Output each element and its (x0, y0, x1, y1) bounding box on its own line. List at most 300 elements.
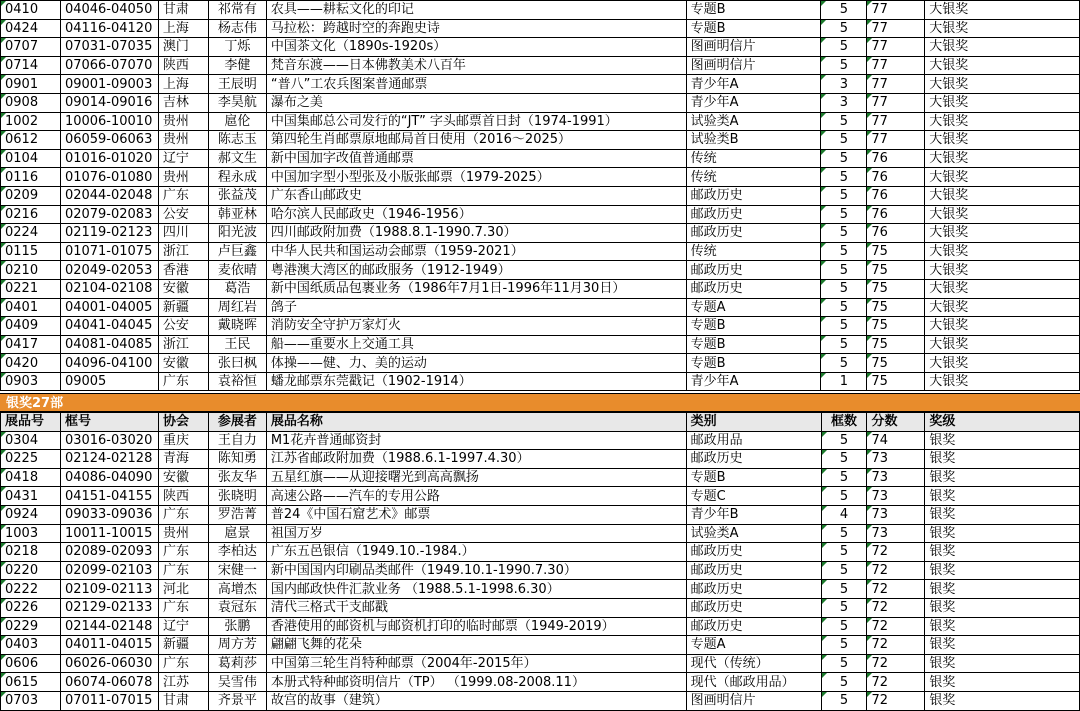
cell-score[interactable]: 72 (867, 543, 925, 562)
cell-frame-no[interactable]: 02109-02113 (60, 580, 158, 599)
cell-exhibit-title[interactable]: 中国加字型小型张及小版张邮票（1979-2025） (266, 168, 686, 187)
cell-score[interactable]: 77 (867, 112, 925, 131)
cell-frame-count[interactable]: 5 (821, 317, 867, 336)
cell-category[interactable]: 青少年B (686, 505, 821, 524)
cell-category[interactable]: 青少年A (686, 93, 821, 112)
cell-exhibitor[interactable]: 张曰枫 (208, 354, 266, 373)
cell-frame-no[interactable]: 02119-02123 (60, 224, 158, 243)
cell-exhibitor[interactable]: 麦依晴 (208, 261, 266, 280)
cell-association[interactable]: 贵州 (158, 112, 208, 131)
cell-exhibit-no[interactable]: 0410 (1, 1, 61, 20)
cell-association[interactable]: 广东 (158, 186, 208, 205)
cell-award[interactable]: 银奖 (925, 598, 1080, 617)
cell-association[interactable]: 青海 (158, 450, 208, 469)
cell-score[interactable]: 77 (867, 93, 925, 112)
cell-exhibitor[interactable]: 阳光波 (208, 224, 266, 243)
header-frame-no[interactable]: 框号 (60, 413, 158, 432)
cell-exhibit-title[interactable]: 新中国纸质品包裹业务（1986年7月1日-1996年11月30日） (266, 279, 686, 298)
cell-exhibit-title[interactable]: 船——重要水上交通工具 (266, 335, 686, 354)
cell-exhibit-no[interactable]: 0115 (1, 242, 61, 261)
cell-association[interactable]: 浙江 (158, 335, 208, 354)
cell-exhibit-no[interactable]: 0606 (1, 654, 61, 673)
cell-category[interactable]: 专题A (686, 636, 821, 655)
cell-exhibit-title[interactable]: 瀑布之美 (266, 93, 686, 112)
cell-exhibitor[interactable]: 丁烁 (208, 38, 266, 57)
cell-exhibitor[interactable]: 葛莉莎 (208, 654, 266, 673)
cell-award[interactable]: 大银奖 (925, 75, 1080, 94)
cell-score[interactable]: 75 (867, 372, 925, 391)
cell-exhibit-no[interactable]: 0401 (1, 298, 61, 317)
cell-score[interactable]: 73 (867, 450, 925, 469)
cell-frame-count[interactable]: 5 (821, 617, 867, 636)
cell-category[interactable]: 现代（传统） (686, 654, 821, 673)
cell-award[interactable]: 大银奖 (925, 186, 1080, 205)
cell-score[interactable]: 75 (867, 298, 925, 317)
cell-frame-count[interactable]: 5 (821, 468, 867, 487)
cell-association[interactable]: 吉林 (158, 93, 208, 112)
cell-award[interactable]: 银奖 (925, 487, 1080, 506)
cell-category[interactable]: 专题A (686, 298, 821, 317)
cell-score[interactable]: 72 (867, 654, 925, 673)
cell-association[interactable]: 甘肃 (158, 691, 208, 710)
cell-exhibit-no[interactable]: 0418 (1, 468, 61, 487)
cell-frame-count[interactable]: 5 (821, 168, 867, 187)
cell-association[interactable]: 江苏 (158, 673, 208, 692)
cell-frame-count[interactable]: 5 (821, 673, 867, 692)
cell-frame-count[interactable]: 5 (821, 691, 867, 710)
cell-score[interactable]: 72 (867, 617, 925, 636)
cell-award[interactable]: 银奖 (925, 524, 1080, 543)
cell-category[interactable]: 专题B (686, 19, 821, 38)
cell-category[interactable]: 邮政历史 (686, 450, 821, 469)
cell-frame-no[interactable]: 04001-04005 (60, 298, 158, 317)
cell-association[interactable]: 辽宁 (158, 617, 208, 636)
header-exhibit-title[interactable]: 展品名称 (266, 413, 686, 432)
cell-exhibit-no[interactable]: 0707 (1, 38, 61, 57)
cell-exhibitor[interactable]: 张益茂 (208, 186, 266, 205)
cell-exhibitor[interactable]: 李健 (208, 56, 266, 75)
cell-award[interactable]: 银奖 (925, 636, 1080, 655)
cell-award[interactable]: 大银奖 (925, 224, 1080, 243)
cell-frame-no[interactable]: 02079-02083 (60, 205, 158, 224)
cell-exhibit-title[interactable]: 第四轮生肖邮票原地邮局首日使用（2016～2025） (266, 131, 686, 150)
cell-score[interactable]: 77 (867, 131, 925, 150)
cell-exhibit-no[interactable]: 0116 (1, 168, 61, 187)
cell-score[interactable]: 72 (867, 673, 925, 692)
cell-association[interactable]: 广东 (158, 505, 208, 524)
cell-category[interactable]: 青少年A (686, 75, 821, 94)
cell-exhibit-no[interactable]: 0924 (1, 505, 61, 524)
cell-award[interactable]: 银奖 (925, 431, 1080, 450)
cell-exhibit-no[interactable]: 1002 (1, 112, 61, 131)
cell-exhibit-title[interactable]: 哈尔滨人民邮政史（1946-1956） (266, 205, 686, 224)
cell-frame-count[interactable]: 5 (821, 149, 867, 168)
cell-frame-count[interactable]: 5 (821, 543, 867, 562)
cell-exhibit-no[interactable]: 0703 (1, 691, 61, 710)
cell-exhibitor[interactable]: 张晓明 (208, 487, 266, 506)
cell-frame-count[interactable]: 5 (821, 205, 867, 224)
cell-award[interactable]: 银奖 (925, 654, 1080, 673)
cell-exhibitor[interactable]: 扈伦 (208, 112, 266, 131)
cell-exhibit-title[interactable]: 中国第三轮生肖特种邮票（2004年-2015年） (266, 654, 686, 673)
cell-exhibit-no[interactable]: 0424 (1, 19, 61, 38)
cell-exhibit-no[interactable]: 0908 (1, 93, 61, 112)
cell-exhibit-title[interactable]: 清代三格式干支邮戳 (266, 598, 686, 617)
cell-association[interactable]: 广东 (158, 543, 208, 562)
cell-award[interactable]: 大银奖 (925, 335, 1080, 354)
cell-association[interactable]: 澳门 (158, 38, 208, 57)
cell-frame-no[interactable]: 10011-10015 (60, 524, 158, 543)
cell-frame-count[interactable]: 5 (821, 450, 867, 469)
cell-frame-no[interactable]: 02089-02093 (60, 543, 158, 562)
cell-frame-no[interactable]: 09033-09036 (60, 505, 158, 524)
cell-award[interactable]: 大银奖 (925, 317, 1080, 336)
cell-exhibitor[interactable]: 张鹏 (208, 617, 266, 636)
cell-frame-count[interactable]: 1 (821, 372, 867, 391)
cell-association[interactable]: 贵州 (158, 131, 208, 150)
cell-frame-count[interactable]: 5 (821, 261, 867, 280)
cell-frame-count[interactable]: 5 (821, 19, 867, 38)
cell-exhibit-title[interactable]: 广东五邑银信（1949.10.-1984.） (266, 543, 686, 562)
cell-exhibitor[interactable]: 韩亚林 (208, 205, 266, 224)
cell-frame-no[interactable]: 04096-04100 (60, 354, 158, 373)
cell-frame-count[interactable]: 5 (821, 298, 867, 317)
cell-exhibitor[interactable]: 李昊航 (208, 93, 266, 112)
cell-category[interactable]: 现代（邮政用品） (686, 673, 821, 692)
cell-association[interactable]: 甘肃 (158, 1, 208, 20)
cell-category[interactable]: 邮政历史 (686, 205, 821, 224)
cell-frame-count[interactable]: 5 (821, 242, 867, 261)
cell-exhibit-title[interactable]: 国内邮政快件汇款业务 （1988.5.1-1998.6.30） (266, 580, 686, 599)
cell-association[interactable]: 贵州 (158, 168, 208, 187)
cell-category[interactable]: 邮政历史 (686, 543, 821, 562)
cell-frame-no[interactable]: 04046-04050 (60, 1, 158, 20)
cell-exhibit-title[interactable]: 翩翩飞舞的花朵 (266, 636, 686, 655)
cell-score[interactable]: 72 (867, 598, 925, 617)
cell-award[interactable]: 大银奖 (925, 279, 1080, 298)
cell-score[interactable]: 74 (867, 431, 925, 450)
cell-score[interactable]: 77 (867, 19, 925, 38)
cell-frame-no[interactable]: 07031-07035 (60, 38, 158, 57)
cell-frame-no[interactable]: 01071-01075 (60, 242, 158, 261)
cell-association[interactable]: 公安 (158, 205, 208, 224)
cell-category[interactable]: 邮政历史 (686, 224, 821, 243)
cell-frame-no[interactable]: 02044-02048 (60, 186, 158, 205)
cell-frame-no[interactable]: 04116-04120 (60, 19, 158, 38)
cell-frame-count[interactable]: 5 (821, 636, 867, 655)
cell-association[interactable]: 新疆 (158, 298, 208, 317)
cell-frame-no[interactable]: 02104-02108 (60, 279, 158, 298)
cell-award[interactable]: 大银奖 (925, 19, 1080, 38)
cell-exhibit-title[interactable]: 四川邮政附加费（1988.8.1-1990.7.30） (266, 224, 686, 243)
cell-score[interactable]: 73 (867, 505, 925, 524)
cell-frame-count[interactable]: 5 (821, 524, 867, 543)
cell-category[interactable]: 传统 (686, 149, 821, 168)
cell-exhibitor[interactable]: 周方芳 (208, 636, 266, 655)
cell-exhibit-title[interactable]: M1花卉普通邮资封 (266, 431, 686, 450)
cell-category[interactable]: 邮政历史 (686, 617, 821, 636)
cell-frame-no[interactable]: 02144-02148 (60, 617, 158, 636)
cell-exhibit-no[interactable]: 0225 (1, 450, 61, 469)
cell-exhibitor[interactable]: 王辰明 (208, 75, 266, 94)
cell-frame-count[interactable]: 5 (821, 598, 867, 617)
cell-category[interactable]: 试验类A (686, 112, 821, 131)
cell-award[interactable]: 大银奖 (925, 205, 1080, 224)
cell-exhibitor[interactable]: 杨志伟 (208, 19, 266, 38)
cell-exhibitor[interactable]: 祁常有 (208, 1, 266, 20)
cell-frame-count[interactable]: 5 (821, 131, 867, 150)
cell-association[interactable]: 安徽 (158, 468, 208, 487)
cell-frame-count[interactable]: 5 (821, 561, 867, 580)
cell-frame-no[interactable]: 10006-10010 (60, 112, 158, 131)
cell-frame-no[interactable]: 09014-09016 (60, 93, 158, 112)
cell-frame-no[interactable]: 02099-02103 (60, 561, 158, 580)
header-exhibit-no[interactable]: 展品号 (1, 413, 61, 432)
cell-category[interactable]: 试验类A (686, 524, 821, 543)
cell-category[interactable]: 专题B (686, 354, 821, 373)
cell-exhibit-title[interactable]: 梵音东渡——日本佛教美术八百年 (266, 56, 686, 75)
cell-exhibit-title[interactable]: 中国集邮总公司发行的“JT” 字头邮票首日封（1974-1991） (266, 112, 686, 131)
cell-exhibit-title[interactable]: 中华人民共和国运动会邮票（1959-2021） (266, 242, 686, 261)
cell-award[interactable]: 大银奖 (925, 93, 1080, 112)
cell-exhibit-no[interactable]: 0417 (1, 335, 61, 354)
cell-score[interactable]: 75 (867, 279, 925, 298)
cell-exhibit-title[interactable]: 香港使用的邮资机与邮资机打印的临时邮票（1949-2019） (266, 617, 686, 636)
cell-exhibit-title[interactable]: 江苏省邮政附加费（1988.6.1-1997.4.30） (266, 450, 686, 469)
cell-score[interactable]: 75 (867, 317, 925, 336)
cell-exhibit-no[interactable]: 0221 (1, 279, 61, 298)
cell-frame-no[interactable]: 02124-02128 (60, 450, 158, 469)
cell-exhibitor[interactable]: 高增杰 (208, 580, 266, 599)
cell-frame-no[interactable]: 04086-04090 (60, 468, 158, 487)
cell-category[interactable]: 专题B (686, 1, 821, 20)
cell-category[interactable]: 邮政用品 (686, 431, 821, 450)
cell-award[interactable]: 银奖 (925, 543, 1080, 562)
cell-category[interactable]: 邮政历史 (686, 279, 821, 298)
cell-exhibit-no[interactable]: 0210 (1, 261, 61, 280)
cell-frame-count[interactable]: 5 (821, 112, 867, 131)
cell-association[interactable]: 浙江 (158, 242, 208, 261)
cell-exhibit-title[interactable]: 祖国万岁 (266, 524, 686, 543)
cell-exhibitor[interactable]: 王民 (208, 335, 266, 354)
cell-score[interactable]: 77 (867, 75, 925, 94)
cell-exhibit-title[interactable]: 蟠龙邮票东莞戳记（1902-1914） (266, 372, 686, 391)
cell-frame-no[interactable]: 01016-01020 (60, 149, 158, 168)
cell-exhibit-no[interactable]: 0224 (1, 224, 61, 243)
header-frame-count[interactable]: 框数 (821, 413, 867, 432)
cell-frame-no[interactable]: 06059-06063 (60, 131, 158, 150)
cell-frame-no[interactable]: 02129-02133 (60, 598, 158, 617)
cell-exhibit-no[interactable]: 0403 (1, 636, 61, 655)
cell-category[interactable]: 专题B (686, 317, 821, 336)
cell-exhibitor[interactable]: 宋健一 (208, 561, 266, 580)
cell-association[interactable]: 新疆 (158, 636, 208, 655)
cell-score[interactable]: 72 (867, 580, 925, 599)
cell-award[interactable]: 大银奖 (925, 261, 1080, 280)
cell-score[interactable]: 75 (867, 261, 925, 280)
cell-category[interactable]: 专题C (686, 487, 821, 506)
cell-exhibitor[interactable]: 王自力 (208, 431, 266, 450)
cell-category[interactable]: 传统 (686, 242, 821, 261)
cell-award[interactable]: 大银奖 (925, 1, 1080, 20)
cell-frame-no[interactable]: 06026-06030 (60, 654, 158, 673)
cell-category[interactable]: 专题B (686, 335, 821, 354)
cell-score[interactable]: 76 (867, 168, 925, 187)
cell-exhibit-title[interactable]: 消防安全守护万家灯火 (266, 317, 686, 336)
header-score[interactable]: 分数 (867, 413, 925, 432)
cell-frame-no[interactable]: 04011-04015 (60, 636, 158, 655)
cell-exhibit-no[interactable]: 0104 (1, 149, 61, 168)
cell-award[interactable]: 大银奖 (925, 131, 1080, 150)
cell-exhibit-no[interactable]: 0901 (1, 75, 61, 94)
cell-exhibit-no[interactable]: 0420 (1, 354, 61, 373)
cell-category[interactable]: 传统 (686, 168, 821, 187)
cell-association[interactable]: 辽宁 (158, 149, 208, 168)
cell-frame-count[interactable]: 5 (821, 38, 867, 57)
cell-score[interactable]: 76 (867, 205, 925, 224)
cell-frame-count[interactable]: 3 (821, 75, 867, 94)
cell-score[interactable]: 77 (867, 56, 925, 75)
cell-exhibit-title[interactable]: 故宫的故事（建筑） (266, 691, 686, 710)
cell-exhibit-title[interactable]: 新中国加字改值普通邮票 (266, 149, 686, 168)
cell-frame-count[interactable]: 4 (821, 505, 867, 524)
cell-exhibitor[interactable]: 李柏达 (208, 543, 266, 562)
cell-score[interactable]: 72 (867, 691, 925, 710)
cell-exhibit-title[interactable]: 广东香山邮政史 (266, 186, 686, 205)
cell-exhibitor[interactable]: 张友华 (208, 468, 266, 487)
cell-frame-count[interactable]: 5 (821, 580, 867, 599)
cell-category[interactable]: 专题B (686, 468, 821, 487)
cell-association[interactable]: 重庆 (158, 431, 208, 450)
cell-frame-count[interactable]: 5 (821, 56, 867, 75)
cell-award[interactable]: 银奖 (925, 468, 1080, 487)
cell-exhibitor[interactable]: 陈知勇 (208, 450, 266, 469)
cell-frame-count[interactable]: 5 (821, 354, 867, 373)
cell-association[interactable]: 陕西 (158, 487, 208, 506)
cell-association[interactable]: 安徽 (158, 279, 208, 298)
cell-exhibitor[interactable]: 扈景 (208, 524, 266, 543)
cell-exhibit-title[interactable]: 五星红旗——从迎接曙光到高高飘扬 (266, 468, 686, 487)
cell-exhibit-title[interactable]: 体操——健、力、美的运动 (266, 354, 686, 373)
cell-association[interactable]: 河北 (158, 580, 208, 599)
cell-exhibitor[interactable]: 郝文生 (208, 149, 266, 168)
cell-frame-no[interactable]: 04081-04085 (60, 335, 158, 354)
cell-score[interactable]: 75 (867, 242, 925, 261)
cell-award[interactable]: 大银奖 (925, 242, 1080, 261)
cell-award[interactable]: 大银奖 (925, 149, 1080, 168)
cell-award[interactable]: 大银奖 (925, 372, 1080, 391)
cell-association[interactable]: 陕西 (158, 56, 208, 75)
cell-exhibit-title[interactable]: 本册式特种邮资明信片（TP） （1999.08-2008.11） (266, 673, 686, 692)
cell-exhibitor[interactable]: 周红岩 (208, 298, 266, 317)
cell-frame-no[interactable]: 09001-09003 (60, 75, 158, 94)
cell-award[interactable]: 大银奖 (925, 168, 1080, 187)
cell-frame-no[interactable]: 04151-04155 (60, 487, 158, 506)
cell-association[interactable]: 公安 (158, 317, 208, 336)
cell-score[interactable]: 73 (867, 468, 925, 487)
cell-award[interactable]: 银奖 (925, 450, 1080, 469)
cell-exhibitor[interactable]: 陈志玉 (208, 131, 266, 150)
cell-frame-count[interactable]: 5 (821, 186, 867, 205)
cell-score[interactable]: 73 (867, 487, 925, 506)
cell-score[interactable]: 75 (867, 335, 925, 354)
cell-association[interactable]: 贵州 (158, 524, 208, 543)
cell-frame-no[interactable]: 01076-01080 (60, 168, 158, 187)
cell-association[interactable]: 上海 (158, 75, 208, 94)
cell-association[interactable]: 广东 (158, 598, 208, 617)
cell-score[interactable]: 76 (867, 149, 925, 168)
header-exhibitor[interactable]: 参展者 (208, 413, 266, 432)
cell-award[interactable]: 银奖 (925, 580, 1080, 599)
cell-exhibitor[interactable]: 戴晓晖 (208, 317, 266, 336)
cell-exhibit-title[interactable]: 新中国国内印刷品类邮件（1949.10.1-1990.7.30） (266, 561, 686, 580)
cell-exhibitor[interactable]: 罗浩菁 (208, 505, 266, 524)
cell-score[interactable]: 75 (867, 354, 925, 373)
header-category[interactable]: 类别 (686, 413, 821, 432)
cell-frame-count[interactable]: 5 (821, 335, 867, 354)
cell-exhibitor[interactable]: 袁冠东 (208, 598, 266, 617)
cell-award[interactable]: 大银奖 (925, 38, 1080, 57)
cell-exhibit-no[interactable]: 0229 (1, 617, 61, 636)
cell-exhibitor[interactable]: 葛浩 (208, 279, 266, 298)
header-award[interactable]: 奖级 (925, 413, 1080, 432)
cell-exhibit-no[interactable]: 0220 (1, 561, 61, 580)
cell-exhibitor[interactable]: 齐景平 (208, 691, 266, 710)
cell-exhibit-no[interactable]: 0222 (1, 580, 61, 599)
cell-exhibit-no[interactable]: 0304 (1, 431, 61, 450)
header-association[interactable]: 协会 (158, 413, 208, 432)
cell-exhibitor[interactable]: 吴雪伟 (208, 673, 266, 692)
cell-exhibit-no[interactable]: 0226 (1, 598, 61, 617)
cell-frame-no[interactable]: 09005 (60, 372, 158, 391)
cell-exhibitor[interactable]: 卢巨鑫 (208, 242, 266, 261)
cell-category[interactable]: 邮政历史 (686, 598, 821, 617)
cell-category[interactable]: 图画明信片 (686, 56, 821, 75)
cell-category[interactable]: 邮政历史 (686, 561, 821, 580)
cell-category[interactable]: 试验类B (686, 131, 821, 150)
cell-association[interactable]: 广东 (158, 372, 208, 391)
cell-frame-no[interactable]: 02049-02053 (60, 261, 158, 280)
cell-exhibit-title[interactable]: 中国茶文化（1890s-1920s） (266, 38, 686, 57)
cell-exhibitor[interactable]: 袁裕恒 (208, 372, 266, 391)
cell-frame-count[interactable]: 5 (821, 1, 867, 20)
cell-category[interactable]: 图画明信片 (686, 38, 821, 57)
cell-exhibit-no[interactable]: 0409 (1, 317, 61, 336)
cell-frame-no[interactable]: 06074-06078 (60, 673, 158, 692)
cell-frame-no[interactable]: 04041-04045 (60, 317, 158, 336)
cell-award[interactable]: 大银奖 (925, 112, 1080, 131)
cell-award[interactable]: 银奖 (925, 561, 1080, 580)
cell-frame-no[interactable]: 07066-07070 (60, 56, 158, 75)
cell-score[interactable]: 72 (867, 636, 925, 655)
cell-exhibit-title[interactable]: 粤港澳大湾区的邮政服务（1912-1949） (266, 261, 686, 280)
cell-award[interactable]: 银奖 (925, 505, 1080, 524)
cell-award[interactable]: 银奖 (925, 617, 1080, 636)
cell-association[interactable]: 广东 (158, 561, 208, 580)
cell-frame-count[interactable]: 5 (821, 654, 867, 673)
cell-category[interactable]: 图画明信片 (686, 691, 821, 710)
cell-award[interactable]: 大银奖 (925, 298, 1080, 317)
cell-association[interactable]: 四川 (158, 224, 208, 243)
cell-exhibit-no[interactable]: 1003 (1, 524, 61, 543)
cell-score[interactable]: 77 (867, 38, 925, 57)
cell-category[interactable]: 邮政历史 (686, 186, 821, 205)
cell-award[interactable]: 大银奖 (925, 354, 1080, 373)
cell-frame-count[interactable]: 5 (821, 279, 867, 298)
cell-exhibit-title[interactable]: 普24《中国石窟艺术》邮票 (266, 505, 686, 524)
cell-exhibit-no[interactable]: 0218 (1, 543, 61, 562)
cell-exhibit-title[interactable]: 高速公路——汽车的专用公路 (266, 487, 686, 506)
